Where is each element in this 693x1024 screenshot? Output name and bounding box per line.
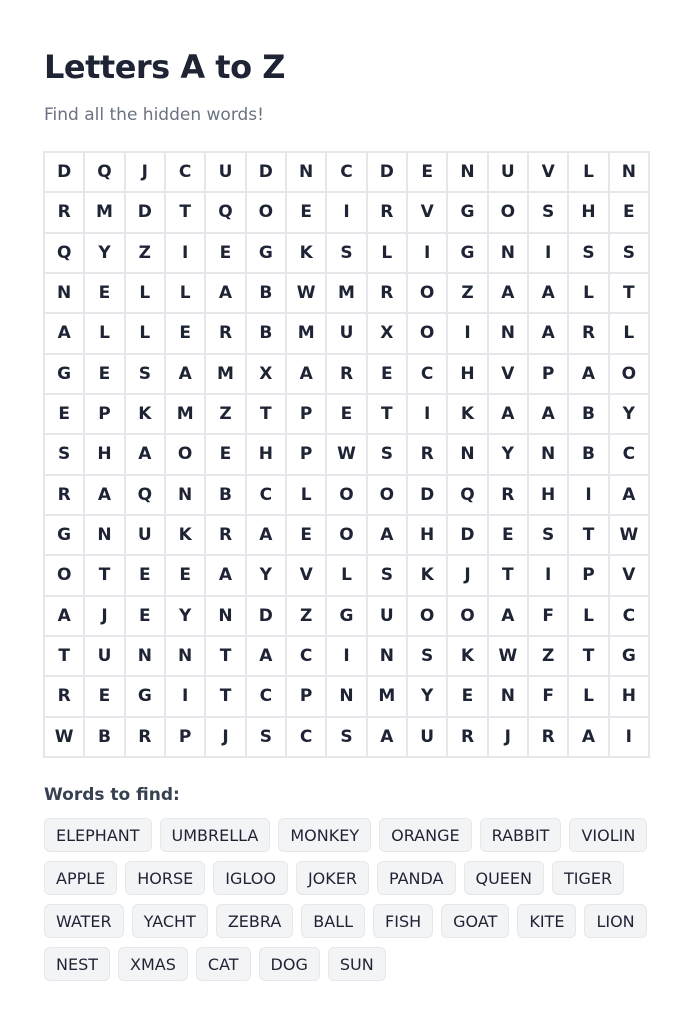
grid-cell[interactable]: O <box>166 435 204 473</box>
grid-cell[interactable]: S <box>45 435 83 473</box>
grid-cell[interactable]: R <box>45 677 83 715</box>
grid-cell[interactable]: Y <box>610 395 648 433</box>
grid-cell[interactable]: Z <box>448 274 486 312</box>
grid-cell[interactable]: A <box>569 718 607 756</box>
grid-cell[interactable]: L <box>126 314 164 352</box>
grid-cell[interactable]: O <box>408 274 446 312</box>
grid-cell[interactable]: D <box>45 153 83 191</box>
grid-cell[interactable]: Z <box>529 637 567 675</box>
page-title: Letters A to Z <box>44 48 285 86</box>
grid-cell[interactable]: W <box>45 718 83 756</box>
page-subtitle: Find all the hidden words! <box>44 105 264 125</box>
grid-cell[interactable]: W <box>287 274 325 312</box>
word-chip: UMBRELLA <box>160 818 271 852</box>
grid-cell[interactable]: L <box>85 314 123 352</box>
grid-cell[interactable]: G <box>448 234 486 272</box>
grid-cell[interactable]: L <box>569 597 607 635</box>
grid-cell[interactable]: T <box>489 556 527 594</box>
grid-cell[interactable]: W <box>327 435 365 473</box>
grid-cell[interactable]: P <box>287 677 325 715</box>
grid-cell[interactable]: T <box>206 637 244 675</box>
grid-cell[interactable]: N <box>327 677 365 715</box>
grid-cell[interactable]: N <box>45 274 83 312</box>
grid-cell[interactable]: A <box>368 718 406 756</box>
grid-cell[interactable]: A <box>368 516 406 554</box>
grid-cell[interactable]: N <box>126 637 164 675</box>
grid-cell[interactable]: U <box>126 516 164 554</box>
grid-cell[interactable]: L <box>569 274 607 312</box>
grid-cell[interactable]: T <box>206 677 244 715</box>
grid-cell[interactable]: O <box>448 597 486 635</box>
word-chip: ORANGE <box>379 818 471 852</box>
grid-cell[interactable]: G <box>45 516 83 554</box>
word-chip: QUEEN <box>464 861 545 895</box>
grid-cell[interactable]: Y <box>247 556 285 594</box>
grid-cell[interactable]: I <box>448 314 486 352</box>
grid-cell[interactable]: A <box>489 274 527 312</box>
grid-cell[interactable]: L <box>569 677 607 715</box>
grid-cell[interactable]: H <box>569 193 607 231</box>
grid-cell[interactable]: U <box>408 718 446 756</box>
grid-cell[interactable]: E <box>206 234 244 272</box>
grid-cell[interactable]: U <box>85 637 123 675</box>
grid-cell[interactable]: S <box>408 637 446 675</box>
grid-cell[interactable]: T <box>569 516 607 554</box>
grid-cell[interactable]: B <box>85 718 123 756</box>
grid-cell[interactable]: O <box>408 597 446 635</box>
word-chip: FISH <box>373 904 433 938</box>
grid-cell[interactable]: N <box>448 153 486 191</box>
grid-cell[interactable]: R <box>45 193 83 231</box>
grid-cell[interactable]: E <box>166 556 204 594</box>
grid-cell[interactable]: N <box>85 516 123 554</box>
grid-cell[interactable]: P <box>85 395 123 433</box>
word-chip: XMAS <box>118 947 188 981</box>
grid-cell[interactable]: B <box>569 435 607 473</box>
grid-cell[interactable]: K <box>408 556 446 594</box>
grid-cell[interactable]: L <box>287 476 325 514</box>
grid-cell[interactable]: A <box>529 395 567 433</box>
grid-cell[interactable]: L <box>569 153 607 191</box>
grid-cell[interactable]: N <box>489 677 527 715</box>
grid-cell[interactable]: E <box>85 677 123 715</box>
grid-cell[interactable]: M <box>287 314 325 352</box>
grid-cell[interactable]: N <box>489 314 527 352</box>
grid-cell[interactable]: B <box>206 476 244 514</box>
grid-cell[interactable]: W <box>610 516 648 554</box>
grid-cell[interactable]: A <box>247 516 285 554</box>
grid-cell[interactable]: N <box>166 637 204 675</box>
word-chip: JOKER <box>296 861 369 895</box>
grid-cell[interactable]: K <box>126 395 164 433</box>
grid-cell[interactable]: D <box>408 476 446 514</box>
grid-cell[interactable]: A <box>569 355 607 393</box>
grid-cell[interactable]: R <box>368 193 406 231</box>
grid-cell[interactable]: C <box>610 435 648 473</box>
grid-cell[interactable]: J <box>489 718 527 756</box>
grid-cell[interactable]: E <box>489 516 527 554</box>
grid-cell[interactable]: Y <box>85 234 123 272</box>
grid-cell[interactable]: M <box>206 355 244 393</box>
grid-cell[interactable]: R <box>126 718 164 756</box>
grid-cell[interactable]: J <box>206 718 244 756</box>
grid-cell[interactable]: F <box>529 677 567 715</box>
word-chip: MONKEY <box>278 818 371 852</box>
grid-cell[interactable]: N <box>489 234 527 272</box>
grid-cell[interactable]: E <box>206 435 244 473</box>
grid-cell[interactable]: H <box>610 677 648 715</box>
word-chip: YACHT <box>132 904 208 938</box>
grid-cell[interactable]: Q <box>85 153 123 191</box>
grid-cell[interactable]: I <box>529 234 567 272</box>
grid-cell[interactable]: H <box>529 476 567 514</box>
grid-cell[interactable]: E <box>408 153 446 191</box>
grid-cell[interactable]: A <box>489 597 527 635</box>
grid-cell[interactable]: Y <box>166 597 204 635</box>
grid-cell[interactable]: S <box>327 234 365 272</box>
grid-cell[interactable]: X <box>247 355 285 393</box>
grid-cell[interactable]: T <box>45 637 83 675</box>
grid-cell[interactable]: L <box>166 274 204 312</box>
grid-cell[interactable]: G <box>448 193 486 231</box>
word-chip: HORSE <box>125 861 205 895</box>
word-chip: ZEBRA <box>216 904 293 938</box>
grid-cell[interactable]: O <box>368 476 406 514</box>
grid-cell[interactable]: M <box>327 274 365 312</box>
grid-cell[interactable]: F <box>529 597 567 635</box>
grid-cell[interactable]: O <box>327 516 365 554</box>
grid-cell[interactable]: O <box>610 355 648 393</box>
grid-cell[interactable]: S <box>247 718 285 756</box>
grid-cell[interactable]: R <box>368 274 406 312</box>
grid-cell[interactable]: U <box>489 153 527 191</box>
word-chip: LION <box>584 904 646 938</box>
grid-cell[interactable]: Q <box>126 476 164 514</box>
grid-cell[interactable]: S <box>610 234 648 272</box>
grid-cell[interactable]: V <box>287 556 325 594</box>
grid-cell[interactable]: C <box>610 597 648 635</box>
grid-cell[interactable]: L <box>368 234 406 272</box>
grid-cell[interactable]: N <box>166 476 204 514</box>
grid-cell[interactable]: H <box>448 355 486 393</box>
grid-cell[interactable]: I <box>166 677 204 715</box>
grid-cell[interactable]: E <box>85 274 123 312</box>
grid-cell[interactable]: I <box>327 637 365 675</box>
grid-cell[interactable]: A <box>45 314 83 352</box>
word-list <box>44 818 654 981</box>
grid-cell[interactable]: A <box>287 355 325 393</box>
grid-cell[interactable]: A <box>489 395 527 433</box>
grid-cell[interactable]: A <box>247 637 285 675</box>
grid-cell[interactable]: E <box>45 395 83 433</box>
grid-cell[interactable]: B <box>247 314 285 352</box>
grid-cell[interactable]: I <box>569 476 607 514</box>
grid-cell[interactable]: G <box>610 637 648 675</box>
grid-cell[interactable]: P <box>287 395 325 433</box>
grid-cell[interactable]: K <box>166 516 204 554</box>
grid-cell[interactable]: D <box>126 193 164 231</box>
grid-cell[interactable]: S <box>529 516 567 554</box>
grid-cell[interactable]: K <box>287 234 325 272</box>
grid-cell[interactable]: P <box>529 355 567 393</box>
grid-cell[interactable]: Y <box>408 677 446 715</box>
grid-cell[interactable]: R <box>327 355 365 393</box>
grid-cell[interactable]: J <box>126 153 164 191</box>
grid-cell[interactable]: G <box>247 234 285 272</box>
grid-cell[interactable]: D <box>368 153 406 191</box>
grid-cell[interactable]: A <box>206 556 244 594</box>
grid-cell[interactable]: I <box>166 234 204 272</box>
grid-cell[interactable]: I <box>529 556 567 594</box>
grid-cell[interactable]: S <box>327 718 365 756</box>
grid-cell[interactable]: I <box>610 718 648 756</box>
grid-cell[interactable]: R <box>489 476 527 514</box>
grid-cell[interactable]: G <box>126 677 164 715</box>
grid-cell[interactable]: O <box>247 193 285 231</box>
grid-cell[interactable]: T <box>610 274 648 312</box>
grid-cell[interactable]: E <box>327 395 365 433</box>
grid-cell[interactable]: N <box>287 153 325 191</box>
grid-cell[interactable]: B <box>569 395 607 433</box>
grid-cell[interactable]: A <box>45 597 83 635</box>
grid-cell[interactable]: U <box>368 597 406 635</box>
grid-cell[interactable]: T <box>247 395 285 433</box>
word-chip: CAT <box>196 947 251 981</box>
grid-cell[interactable]: P <box>166 718 204 756</box>
grid-cell[interactable]: Z <box>287 597 325 635</box>
grid-cell[interactable]: H <box>85 435 123 473</box>
grid-cell[interactable]: O <box>489 193 527 231</box>
grid-cell[interactable]: C <box>166 153 204 191</box>
grid-cell[interactable]: C <box>287 637 325 675</box>
grid-cell[interactable]: E <box>126 597 164 635</box>
grid-cell[interactable]: T <box>166 193 204 231</box>
grid-cell[interactable]: K <box>448 637 486 675</box>
grid-cell[interactable]: H <box>247 435 285 473</box>
grid-cell[interactable]: I <box>408 395 446 433</box>
word-chip: ELEPHANT <box>44 818 152 852</box>
grid-cell[interactable]: C <box>247 677 285 715</box>
word-chip: RABBIT <box>480 818 562 852</box>
grid-cell[interactable]: S <box>368 435 406 473</box>
grid-cell[interactable]: A <box>610 476 648 514</box>
grid-cell[interactable]: O <box>45 556 83 594</box>
word-chip: DOG <box>259 947 320 981</box>
grid-cell[interactable]: A <box>126 435 164 473</box>
grid-cell[interactable]: S <box>126 355 164 393</box>
grid-cell[interactable]: M <box>166 395 204 433</box>
grid-cell[interactable]: M <box>85 193 123 231</box>
word-chip: VIOLIN <box>569 818 647 852</box>
grid-cell[interactable]: E <box>448 677 486 715</box>
grid-cell[interactable]: B <box>247 274 285 312</box>
grid-cell[interactable]: C <box>287 718 325 756</box>
grid-cell[interactable]: E <box>287 193 325 231</box>
grid-cell[interactable]: N <box>206 597 244 635</box>
grid-cell[interactable]: Z <box>126 234 164 272</box>
grid-cell[interactable]: M <box>368 677 406 715</box>
grid-cell[interactable]: E <box>126 556 164 594</box>
grid-cell[interactable]: I <box>408 234 446 272</box>
grid-cell[interactable]: C <box>408 355 446 393</box>
word-chip: SUN <box>328 947 386 981</box>
grid-cell[interactable]: H <box>408 516 446 554</box>
grid-cell[interactable]: E <box>85 355 123 393</box>
grid-cell[interactable]: T <box>85 556 123 594</box>
grid-cell[interactable]: T <box>368 395 406 433</box>
word-chip: GOAT <box>441 904 509 938</box>
word-chip: NEST <box>44 947 110 981</box>
grid-cell[interactable]: S <box>368 556 406 594</box>
grid-cell[interactable]: P <box>287 435 325 473</box>
grid-cell[interactable]: X <box>368 314 406 352</box>
grid-cell[interactable]: E <box>166 314 204 352</box>
grid-cell[interactable]: O <box>408 314 446 352</box>
grid-cell[interactable]: U <box>206 153 244 191</box>
grid-cell[interactable]: J <box>448 556 486 594</box>
grid-cell[interactable]: D <box>247 597 285 635</box>
grid-cell[interactable]: R <box>448 718 486 756</box>
grid-cell[interactable]: V <box>489 355 527 393</box>
grid-cell[interactable]: O <box>327 476 365 514</box>
grid-cell[interactable]: P <box>569 556 607 594</box>
grid-cell[interactable]: R <box>408 435 446 473</box>
word-chip: PANDA <box>377 861 456 895</box>
grid-cell[interactable]: Q <box>206 193 244 231</box>
grid-cell[interactable]: A <box>529 274 567 312</box>
grid-cell[interactable]: E <box>610 193 648 231</box>
grid-cell[interactable]: A <box>85 476 123 514</box>
letter-grid <box>43 151 650 758</box>
grid-cell[interactable]: S <box>529 193 567 231</box>
word-chip: IGLOO <box>213 861 288 895</box>
grid-cell[interactable]: E <box>287 516 325 554</box>
grid-cell[interactable]: C <box>327 153 365 191</box>
grid-cell[interactable]: L <box>327 556 365 594</box>
grid-cell[interactable]: Q <box>45 234 83 272</box>
grid-cell[interactable]: D <box>448 516 486 554</box>
grid-cell[interactable]: A <box>529 314 567 352</box>
word-chip: WATER <box>44 904 124 938</box>
grid-cell[interactable]: R <box>206 314 244 352</box>
words-heading: Words to find: <box>44 785 180 805</box>
word-chip: KITE <box>517 904 576 938</box>
grid-cell[interactable]: V <box>610 556 648 594</box>
grid-cell[interactable]: L <box>610 314 648 352</box>
grid-cell[interactable]: Z <box>206 395 244 433</box>
grid-cell[interactable]: R <box>206 516 244 554</box>
grid-cell[interactable]: N <box>448 435 486 473</box>
grid-cell[interactable]: I <box>327 193 365 231</box>
grid-cell[interactable]: K <box>448 395 486 433</box>
grid-cell[interactable]: V <box>408 193 446 231</box>
grid-cell[interactable]: R <box>45 476 83 514</box>
grid-cell[interactable]: W <box>489 637 527 675</box>
grid-cell[interactable]: N <box>368 637 406 675</box>
grid-cell[interactable]: E <box>368 355 406 393</box>
grid-cell[interactable]: G <box>327 597 365 635</box>
grid-cell[interactable]: T <box>569 637 607 675</box>
grid-cell[interactable]: L <box>126 274 164 312</box>
grid-cell[interactable]: D <box>247 153 285 191</box>
grid-cell[interactable]: N <box>610 153 648 191</box>
grid-cell[interactable]: A <box>166 355 204 393</box>
grid-cell[interactable]: V <box>529 153 567 191</box>
grid-cell[interactable]: R <box>569 314 607 352</box>
word-chip: APPLE <box>44 861 117 895</box>
grid-cell[interactable]: U <box>327 314 365 352</box>
grid-cell[interactable]: A <box>206 274 244 312</box>
grid-cell[interactable]: Y <box>489 435 527 473</box>
grid-cell[interactable]: S <box>569 234 607 272</box>
grid-cell[interactable]: J <box>85 597 123 635</box>
grid-cell[interactable]: N <box>529 435 567 473</box>
word-chip: BALL <box>301 904 365 938</box>
grid-cell[interactable]: Q <box>448 476 486 514</box>
grid-cell[interactable]: G <box>45 355 83 393</box>
grid-cell[interactable]: C <box>247 476 285 514</box>
grid-cell[interactable]: R <box>529 718 567 756</box>
word-chip: TIGER <box>552 861 624 895</box>
